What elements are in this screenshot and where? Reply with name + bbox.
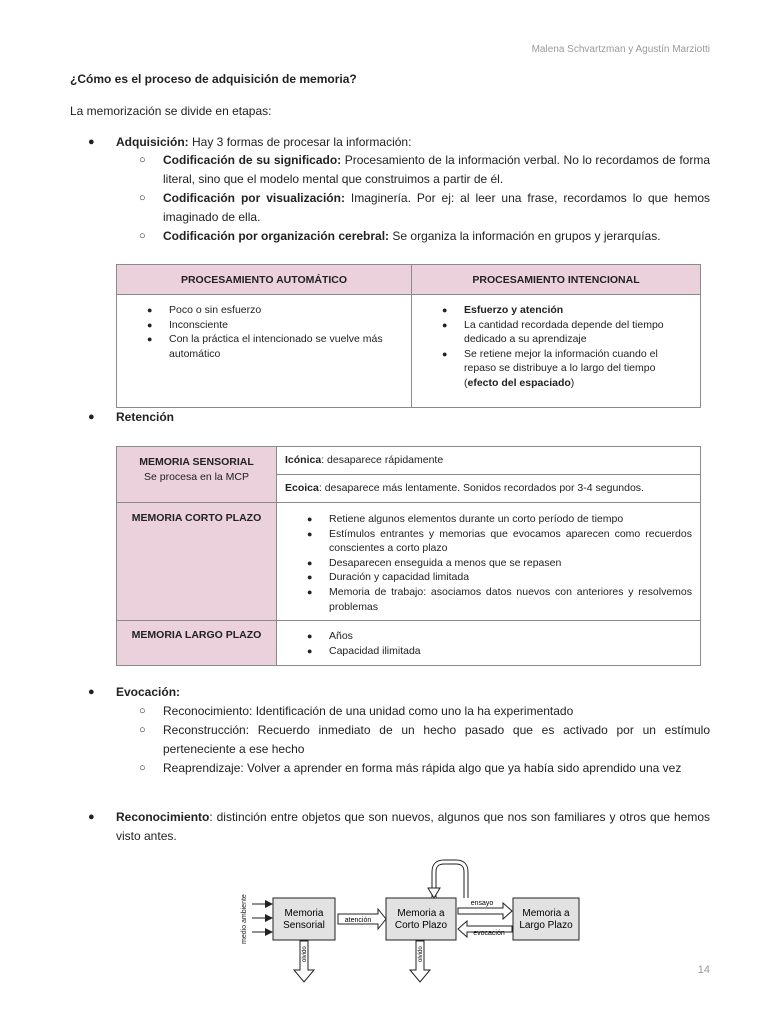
cell-corto-plazo-list [277, 503, 701, 621]
olvido-label-2: olvido [418, 946, 424, 962]
list-item: ● Inconsciente [147, 318, 401, 333]
adquisicion-text: Hay 3 formas de procesar la información: [188, 135, 412, 149]
sub-bullet-significado: ○ Codificación de su significado: Procesamiento de la información verbal. No lo recordamos de forma literal, sino que el modelo mental que construimos a partir de él. [139, 153, 710, 186]
bullet-reconocimiento: ● Reconocimiento: distinción entre objetos que son nuevos, algunos que nos son familiares y otros que hemos visto antes. [88, 810, 710, 843]
organizacion-label: Codificación por organización cerebral: [163, 229, 390, 243]
box3-line1: Memoria a [522, 908, 570, 919]
page-number: 14 [697, 964, 710, 976]
cell-ecoica: Ecoica: desaparece más lentamente. Sonidos recordados por 3-4 segundos. [277, 475, 701, 503]
list-item: ● Poco o sin esfuerzo [147, 303, 401, 318]
arrow-ensayo-label: ensayo [470, 900, 494, 907]
header-automatico: PROCESAMIENTO AUTOMÁTICO [117, 265, 412, 295]
section-heading: ¿Cómo es el proceso de adquisición de memoria? [70, 72, 357, 86]
evocacion-label: Evocación: [116, 685, 181, 699]
list-item: ● Esfuerzo y atención [442, 303, 690, 318]
memory-table [116, 446, 701, 666]
box1-line1: Memoria [284, 908, 324, 919]
box2-line1: Memoria a [397, 908, 445, 919]
list-item: ● Duración y capacidad limitada [307, 570, 692, 585]
list-item: ● Se retiene mejor la información cuando el repaso se distribuye a lo largo del tiempo (efecto del espaciado) [442, 347, 690, 391]
cell-memoria-corto-plazo: MEMORIA CORTO PLAZO [117, 503, 277, 621]
sub-bullet-organizacion: ○ Codificación por organización cerebral: Se organiza la información en grupos y jerarquías. [139, 229, 661, 243]
box-memoria-largo-plazo [513, 898, 579, 940]
sub-bullet-visualizacion: ○ Codificación por visualización: Imaginería. Por ej: al leer una frase, recordamos lo que hemos imaginado de ella. [139, 191, 710, 224]
arrow-loop [428, 888, 440, 898]
arrow-atencion-label: atención [344, 917, 372, 924]
memory-flow-diagram [238, 858, 584, 983]
list-item: ● Capacidad ilimitada [307, 644, 692, 659]
bullet-dot: ● [88, 136, 95, 148]
bullet-retencion: ● Retención [88, 410, 175, 424]
cell-memoria-largo-plazo: MEMORIA LARGO PLAZO [117, 621, 277, 666]
header-intencional: PROCESAMIENTO INTENCIONAL [412, 265, 701, 295]
sub-bullet-reconstruccion: ○ Reconstrucción: Recuerdo inmediato de un hecho pasado que es activado por un estímulo perteneciente a ese hecho [139, 723, 710, 756]
list-item: ● Años [307, 629, 692, 644]
cell-automatico [117, 295, 412, 408]
intro-text: La memorización se divide en etapas: [70, 104, 272, 118]
arrow-evocacion-label: evocación [473, 930, 505, 937]
box-memoria-corto-plazo [386, 898, 456, 940]
box1-line2: Sensorial [283, 920, 325, 931]
box-memoria-sensorial [273, 898, 335, 940]
cell-memoria-sensorial: MEMORIA SENSORIAL Se procesa en la MCP [117, 447, 277, 503]
box2-line2: Corto Plazo [394, 920, 448, 931]
bullet-adquisicion [88, 133, 710, 152]
significado-label: Codificación de su significado: [163, 153, 342, 167]
list-item: ● Estímulos entrantes y memorias que evocamos aparecen como recuerdos conscientes a corto plazo [307, 527, 692, 556]
cell-intencional [412, 295, 701, 408]
retencion-label: Retención [116, 410, 175, 424]
list-item: ● Memoria de trabajo: asociamos datos nuevos con anteriores y resolvemos problemas [307, 585, 692, 614]
list-item: ● Retiene algunos elementos durante un corto período de tiempo [307, 512, 692, 527]
processing-table [116, 264, 701, 408]
sub-bullet-reaprendizaje: ○ Reaprendizaje: Volver a aprender en forma más rápida algo que ya había sido aprendido una vez [139, 761, 682, 775]
visualizacion-label: Codificación por visualización: [163, 191, 345, 205]
olvido-label-1: olvido [302, 946, 308, 962]
adquisicion-label: Adquisición: [116, 135, 189, 149]
sub-bullet-reconocimiento: ○ Reconocimiento: Identificación de una unidad como uno la ha experimentado [139, 704, 574, 718]
reconocimiento-label: Reconocimiento [116, 810, 210, 824]
cell-largo-plazo-list [277, 621, 701, 666]
bullet-evocacion: ● Evocación: [88, 685, 181, 699]
header-authors: Malena Schvartzman y Agustín Marziotti [531, 44, 710, 55]
list-item: ● Con la práctica el intencionado se vuelve más automático [147, 332, 401, 361]
cell-iconica: Icónica: desaparece rápidamente [277, 447, 701, 475]
box3-line2: Largo Plazo [519, 920, 573, 931]
list-item: ● Desaparecen enseguida a menos que se repasen [307, 556, 692, 571]
list-item: ● La cantidad recordada depende del tiempo dedicado a su aprendizaje [442, 318, 690, 347]
input-label: medio ambiente [241, 894, 248, 944]
